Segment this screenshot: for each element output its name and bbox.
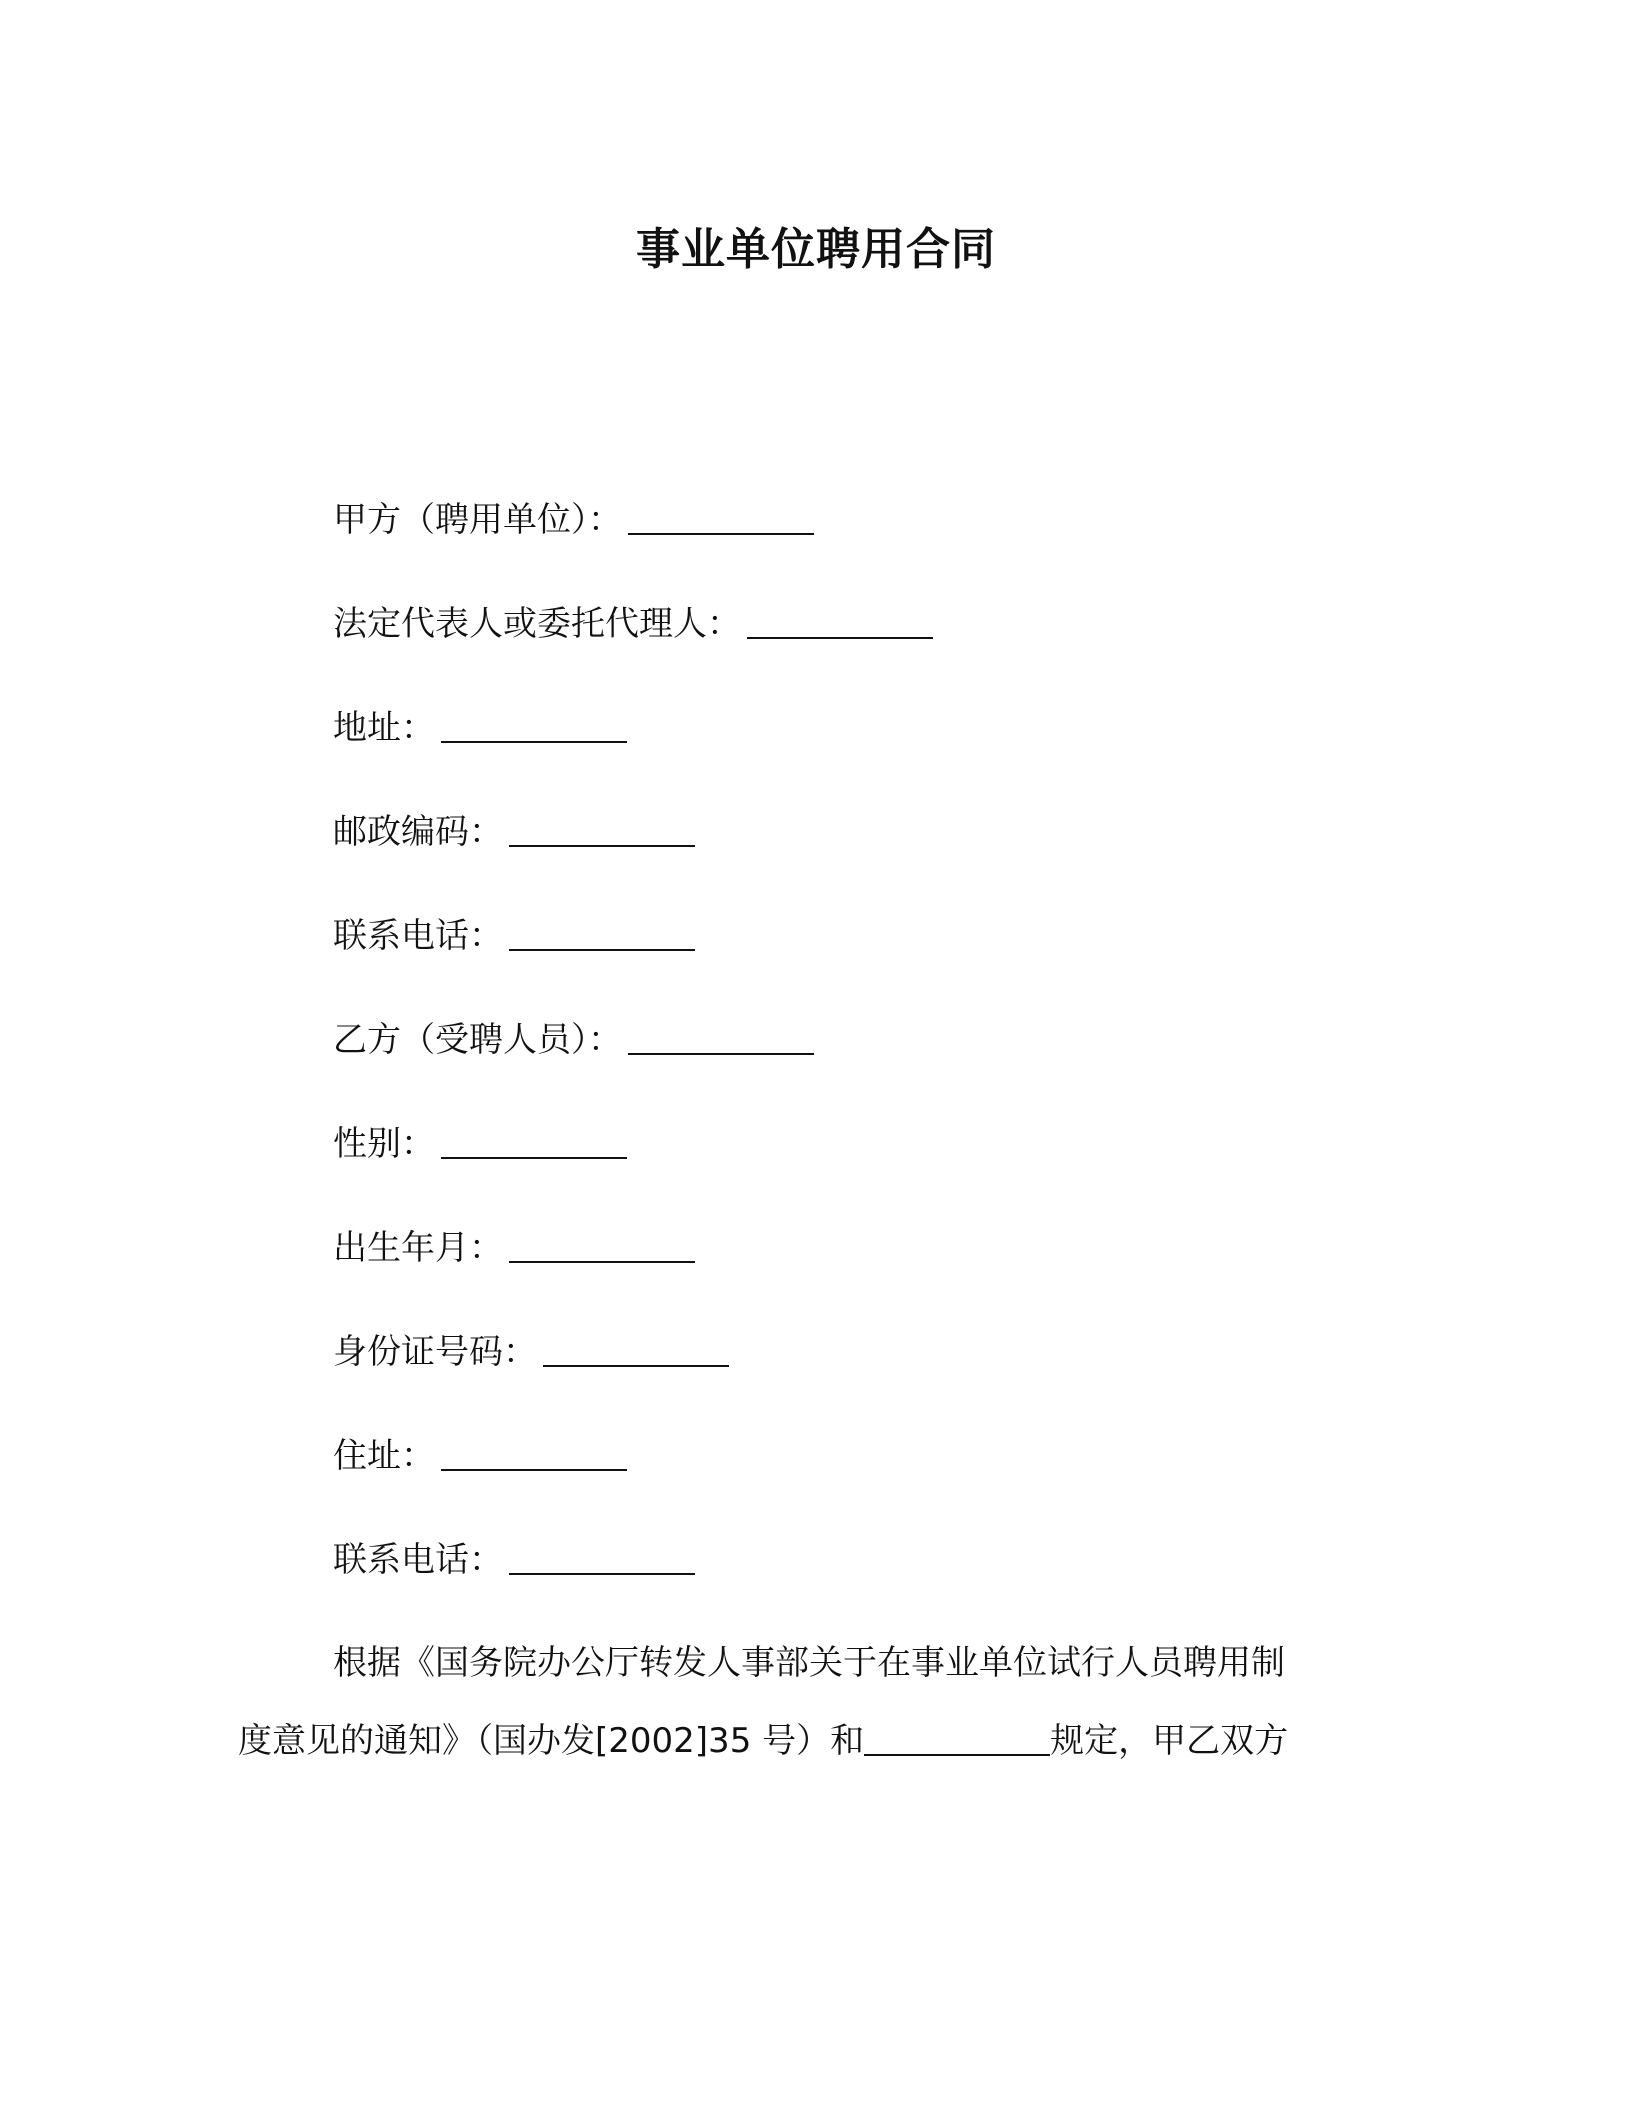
fill-blank[interactable] [628,1019,814,1055]
fill-blank[interactable] [747,603,933,639]
field-address [333,698,1433,802]
field-label: 住址： [333,1436,435,1476]
field-phone-a [333,906,1433,1010]
field-label: 乙方（受聘人员）： [333,1020,622,1060]
field-label: 性别： [333,1124,435,1164]
fill-blank[interactable] [864,1720,1050,1756]
field-label: 联系电话： [333,1540,503,1580]
party-info-fields [333,490,1433,1634]
paragraph-line-1: 根据《国务院办公厅转发人事部关于在事业单位试行人员聘用制 [333,1643,1285,1683]
field-birth-date [333,1218,1433,1322]
field-phone-b [333,1530,1433,1634]
field-label: 出生年月： [333,1228,503,1268]
field-label: 联系电话： [333,916,503,956]
fill-blank[interactable] [509,811,695,847]
paragraph-text: 规定，甲乙双方 [1050,1721,1289,1761]
field-postal-code [333,802,1433,906]
field-party-b [333,1010,1433,1114]
field-residence [333,1426,1433,1530]
fill-blank[interactable] [628,499,814,535]
field-label: 邮政编码： [333,812,503,852]
field-gender [333,1114,1433,1218]
field-label: 地址： [333,708,435,748]
field-label: 身份证号码： [333,1332,537,1372]
fill-blank[interactable] [441,707,627,743]
field-label: 甲方（聘用单位）： [333,500,622,540]
field-id-number [333,1322,1433,1426]
fill-blank[interactable] [543,1331,729,1367]
fill-blank[interactable] [509,1227,695,1263]
paragraph-line-2 [238,1702,1378,1780]
fill-blank[interactable] [509,915,695,951]
field-legal-representative [333,594,1433,698]
contract-basis-paragraph [238,1624,1378,1780]
field-label: 法定代表人或委托代理人： [333,604,741,644]
document-title: 事业单位聘用合同 [636,224,996,275]
paragraph-text: 度意见的通知》（国办发[2002]35 号）和 [238,1721,865,1761]
field-party-a [333,490,1433,594]
fill-blank[interactable] [441,1435,627,1471]
fill-blank[interactable] [509,1539,695,1575]
fill-blank[interactable] [441,1123,627,1159]
